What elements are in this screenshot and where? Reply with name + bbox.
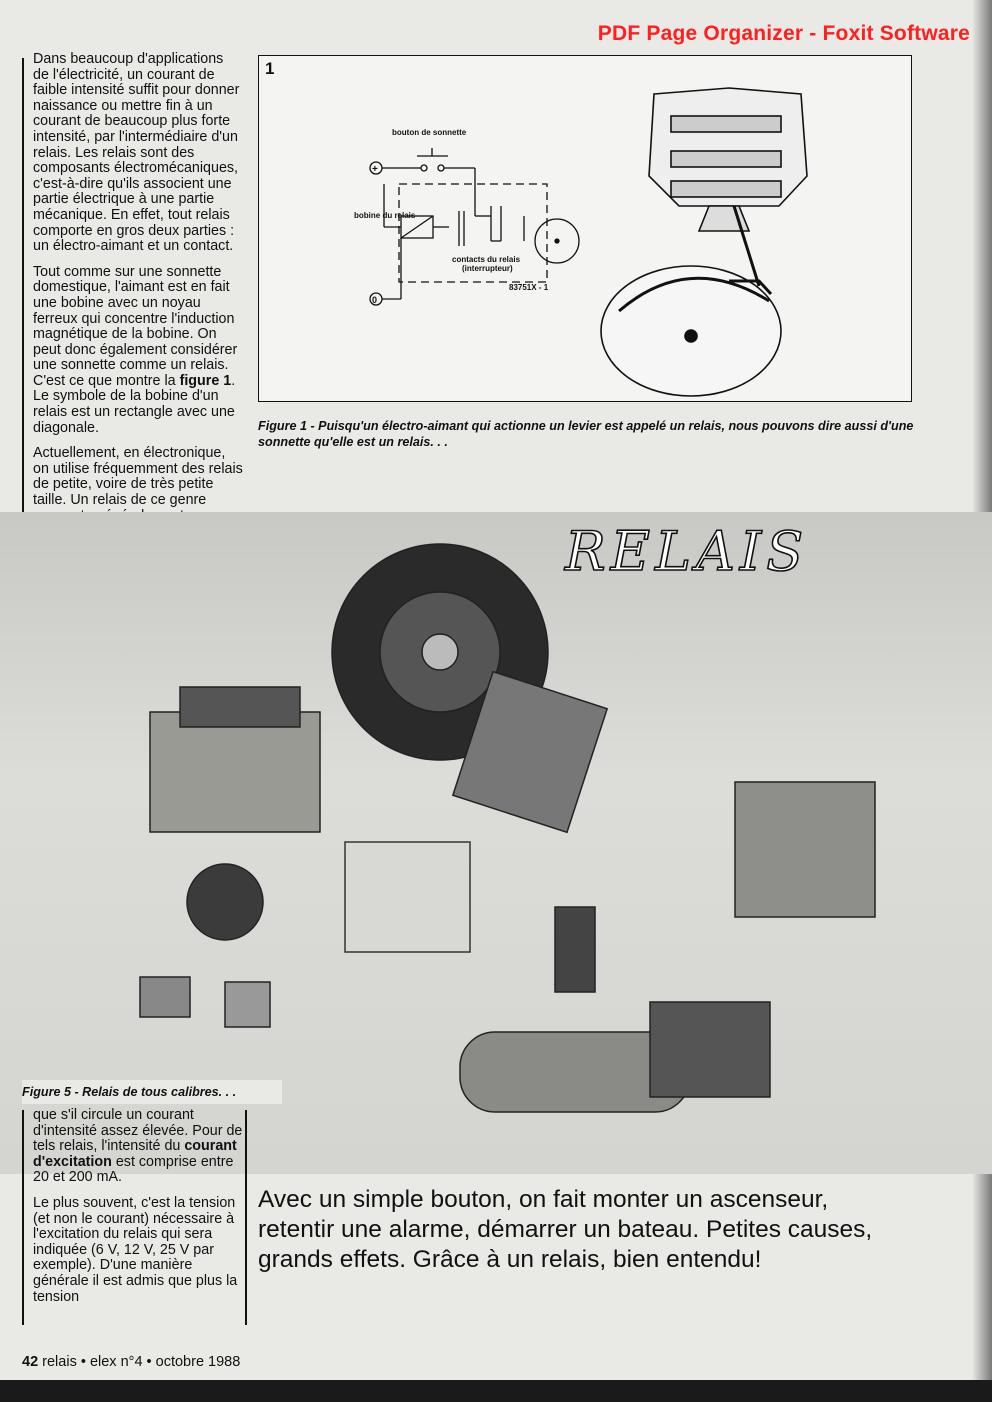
text-column-bottom (33, 1108, 243, 1315)
column-rule (22, 1110, 24, 1325)
label-plus: + (372, 164, 378, 175)
paragraph: Tout comme sur une sonnette domestique, l'aimant est en fait une bobine avec un noyau ferreux qui concentre l'induction magnétique de la bobine. On peut donc également considérer une sonnette comme un relais. C'est ce que montre la figure 1. Le symbole de la bobine d'un relais est un rectangle avec une diagonale. (33, 263, 238, 436)
figure-1-frame (258, 55, 912, 402)
label-zero: 0 (372, 295, 378, 305)
relays-photograph (0, 512, 992, 1174)
footer-text: relais • elex n°4 • octobre 1988 (38, 1354, 241, 1370)
lead-paragraph: Avec un simple bouton, on fait monter un ascenseur, retentir une alarme, démarrer un bateau. Petites causes, grands effets. Grâce à un relais, bien entendu! (258, 1186, 873, 1273)
label-bell-button: bouton de sonnette (392, 128, 467, 137)
label-contacts: contacts du relais (452, 255, 521, 264)
paragraph: Dans beaucoup d'applications de l'électricité, un courant de faible intensité suffit pour donner naissance ou mettre fin à un courant de beaucoup plus forte intensité, par l'intermédiaire d'un relais. Les relais sont des composants électromécaniques, c'est-à-dire qu'ils associent une partie électrique à une partie mécanique. En effet, tout relais comporte en gros deux parties : un électro-aimant et un contact. (33, 51, 240, 255)
bell-illustration (601, 88, 807, 396)
page-number: 42 (22, 1354, 39, 1370)
column-rule (245, 1110, 247, 1325)
paragraph: Le plus souvent, c'est la tension (et non le courant) nécessaire à l'excitation du relais qui sera indiquée (6 V, 12 V, 25 V par exemple). D'une manière générale il est admis que plus la tension (33, 1194, 238, 1305)
scan-edge-bar (0, 1380, 992, 1402)
relays-illustration (0, 512, 992, 1174)
paragraph: Actuellement, en électronique, on utilise fréquemment des relais de petite, voire de très petite taille. Un relais de ce genre (33, 445, 243, 509)
doorbell-relay-diagram (259, 56, 911, 401)
page-footer (22, 1354, 240, 1370)
figure-number: 1 (265, 59, 275, 78)
figure-reference: figure 1 (179, 372, 232, 389)
paragraph: que s'il circule un courant d'intensité assez élevée. Pour de tels relais, l'intensité du courant d'excitation est comprise entre 20 et 200 mA. (33, 1107, 243, 1186)
label-reference: 83751X - 1 (509, 283, 549, 292)
label-coil: bobine du relais (354, 211, 416, 220)
article-title: RELAIS (565, 520, 809, 583)
column-rule (22, 58, 24, 513)
watermark: PDF Page Organizer - Foxit Software (597, 22, 970, 45)
figure-5-caption: Figure 5 - Relais de tous calibres. . . (22, 1080, 282, 1104)
figure-1-caption: Figure 1 - Puisqu'un électro-aimant qui actionne un levier est appelé un relais, nous pouvons dire aussi d'une sonnette qu'elle est un relais. . . (258, 419, 914, 449)
term-emphasis: courant d'excitation (33, 1138, 237, 1170)
label-switch: (interrupteur) (462, 264, 513, 273)
